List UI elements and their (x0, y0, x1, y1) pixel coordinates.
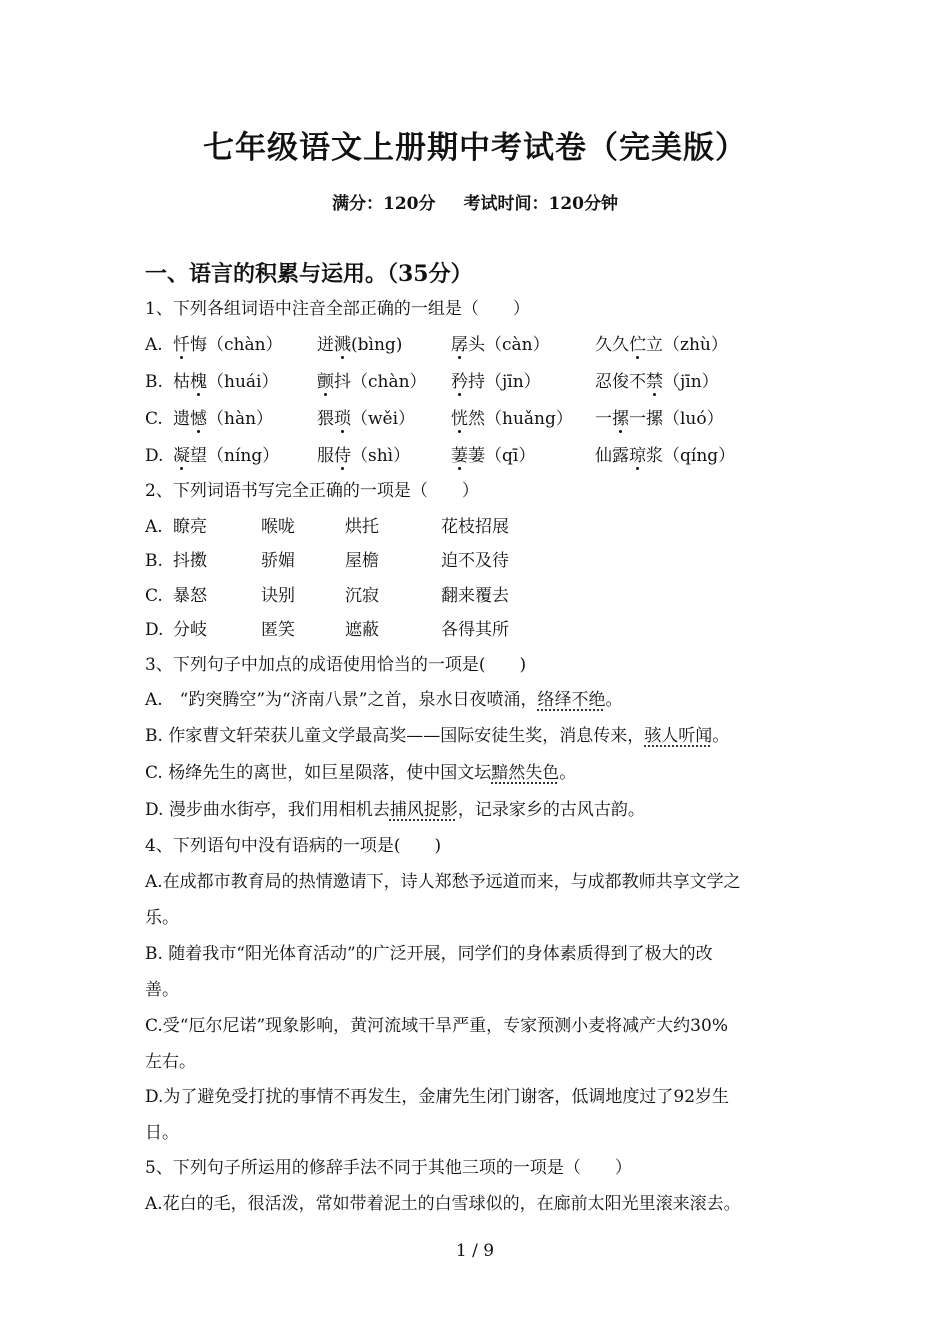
pinyin-item (451, 333, 550, 357)
dotted-character: 矜 (451, 372, 468, 392)
item-text: （hàn） (207, 409, 274, 429)
question-4-option: B. 随着我市“阳光体育活动”的广泛开展，同学们的身体素质得到了极大的改 (145, 944, 713, 964)
item-text: 浆（qíng） (646, 446, 736, 466)
option-text: D. 漫步曲水街亭，我们用相机去 (145, 800, 390, 820)
dotted-idiom: 络绎不绝 (537, 690, 606, 710)
pinyin-item (451, 370, 541, 394)
word-item: 分岐 (173, 620, 207, 640)
dotted-character: 孱 (451, 335, 468, 355)
question-4-option-continued: 善。 (145, 980, 179, 1000)
question-3-option (145, 688, 622, 712)
dotted-character: 槐 (190, 372, 207, 392)
item-text: （jīn） (663, 372, 719, 392)
word-item: 各得其所 (441, 620, 509, 640)
pinyin-item (595, 370, 719, 394)
word-item: 匿笑 (261, 620, 295, 640)
option-label: C. (145, 409, 163, 429)
option-text: 。 (605, 690, 623, 710)
pinyin-item (173, 444, 279, 468)
word-item: 迫不及待 (441, 551, 509, 571)
item-text: （huái） (207, 372, 279, 392)
question-2-option-row (145, 515, 665, 539)
question-4-stem: 4、下列语句中没有语病的一项是( ) (145, 836, 442, 856)
pinyin-item (317, 370, 427, 394)
question-1-option-row (145, 407, 825, 431)
question-5-stem: 5、下列句子所运用的修辞手法不同于其他三项的一项是（ ） (145, 1158, 632, 1178)
item-text: （shì） (351, 446, 411, 466)
option-label: A. (145, 335, 163, 355)
item-text: 望（níng） (190, 446, 280, 466)
dotted-character: 溅 (334, 335, 351, 355)
option-label: A. (145, 517, 163, 537)
question-2-stem: 2、下列词语书写完全正确的一项是（ ） (145, 481, 479, 501)
question-4-option: C.受“厄尔尼诺”现象影响，黄河流域干旱严重，专家预测小麦将减产大约30% (145, 1016, 728, 1036)
item-text: 然（huǎng） (468, 409, 573, 429)
item-text: 持（jīn） (468, 372, 541, 392)
item-text: 服 (317, 446, 334, 466)
word-item: 烘托 (345, 517, 379, 537)
pinyin-item (317, 407, 415, 431)
pinyin-item (595, 407, 724, 431)
item-text: 一摞（luó） (629, 409, 724, 429)
word-item: 抖擞 (173, 551, 207, 571)
question-4-option-continued: 日。 (145, 1123, 179, 1143)
item-text: 仙露 (595, 446, 629, 466)
word-item: 骄媚 (261, 551, 295, 571)
item-text: 萋（qī） (468, 446, 536, 466)
pinyin-item (173, 370, 278, 394)
question-1-stem: 1、下列各组词语中注音全部正确的一组是（ ） (145, 299, 530, 319)
pinyin-item (173, 333, 283, 357)
item-text: 忍俊不 (595, 372, 646, 392)
word-item: 诀别 (261, 586, 295, 606)
word-item: 遮蔽 (345, 620, 379, 640)
dotted-character: 憾 (190, 409, 207, 429)
page-number: 1 / 9 (455, 1241, 495, 1261)
item-text: 一 (595, 409, 612, 429)
pinyin-item (173, 407, 273, 431)
pinyin-item (317, 333, 402, 357)
option-text: 。 (712, 726, 730, 746)
question-2-option-row (145, 584, 665, 608)
word-item: 喉咙 (261, 517, 295, 537)
option-text: B. 作家曹文轩荣获儿童文学最高奖——国际安徒生奖，消息传来， (145, 726, 645, 746)
option-text: C. 杨绛先生的离世，如巨星陨落，使中国文坛 (145, 763, 492, 783)
dotted-character: 颤 (317, 372, 334, 392)
question-3-option (145, 724, 729, 748)
item-text: 迸 (317, 335, 334, 355)
word-item: 瞭亮 (173, 517, 207, 537)
question-1-option-row (145, 444, 825, 468)
item-text: （wěi） (351, 409, 416, 429)
dotted-idiom: 骇人听闻 (644, 726, 713, 746)
word-item: 屋檐 (345, 551, 379, 571)
item-text: 枯 (173, 372, 190, 392)
option-text: ，记录家乡的古风古韵。 (457, 800, 645, 820)
dotted-character: 琐 (334, 409, 351, 429)
question-2-option-row (145, 618, 665, 642)
option-label: B. (145, 551, 163, 571)
item-text: 久久 (595, 335, 629, 355)
item-text: 立（zhù） (646, 335, 728, 355)
word-item: 暴怒 (173, 586, 207, 606)
item-text: (bìng) (351, 335, 403, 355)
option-label: D. (145, 620, 164, 640)
item-text: 头（càn） (468, 335, 550, 355)
item-text: 抖（chàn） (334, 372, 427, 392)
dotted-character: 忏 (173, 335, 190, 355)
option-label: D. (145, 446, 164, 466)
question-1-option-row (145, 370, 825, 394)
section-heading: 一、语言的积累与运用。（35分） (145, 261, 473, 287)
option-label: C. (145, 586, 163, 606)
question-4-option-continued: 左右。 (145, 1052, 196, 1072)
option-label: B. (145, 372, 163, 392)
exam-subtitle (0, 189, 950, 214)
option-text: 。 (559, 763, 577, 783)
dotted-character: 恍 (451, 409, 468, 429)
question-3-option (145, 761, 576, 785)
word-item: 翻来覆去 (441, 586, 509, 606)
dotted-character: 琼 (629, 446, 646, 466)
dotted-character: 摞 (612, 409, 629, 429)
dotted-character: 禁 (646, 372, 663, 392)
dotted-character: 萋 (451, 446, 468, 466)
item-text: 悔（chàn） (190, 335, 283, 355)
question-4-option: D.为了避免受打扰的事情不再发生，金庸先生闭门谢客，低调地度过了92岁生 (145, 1087, 730, 1107)
question-4-option-continued: 乐。 (145, 908, 179, 928)
question-1-option-row (145, 333, 825, 357)
exam-time: 考试时间：120分钟 (463, 194, 618, 214)
question-5-option-a: A.花白的毛，很活泼，常如带着泥土的白雪球似的，在廊前太阳光里滚来滚去。 (145, 1194, 741, 1214)
dotted-character: 侍 (334, 446, 351, 466)
pinyin-item (595, 333, 728, 357)
pinyin-item (595, 444, 735, 468)
dotted-idiom: 黯然失色 (491, 763, 560, 783)
pinyin-item (317, 444, 410, 468)
exam-title: 七年级语文上册期中考试卷（完美版） (203, 130, 747, 166)
item-text: 猥 (317, 409, 334, 429)
dotted-idiom: 捕风捉影 (389, 800, 458, 820)
question-3-stem: 3、下列句子中加点的成语使用恰当的一项是( ) (145, 655, 527, 675)
question-4-option: A.在成都市教育局的热情邀请下，诗人郑愁予远道而来，与成都教师共享文学之 (145, 872, 741, 892)
dotted-character: 伫 (629, 335, 646, 355)
option-text: A. “趵突腾空”为“济南八景”之首，泉水日夜喷涌， (145, 690, 538, 710)
full-score: 满分：120分 (332, 194, 436, 214)
word-item: 沉寂 (345, 586, 379, 606)
word-item: 花枝招展 (441, 517, 509, 537)
pinyin-item (451, 407, 573, 431)
question-3-option (145, 798, 645, 822)
dotted-character: 凝 (173, 446, 190, 466)
item-text: 遗 (173, 409, 190, 429)
question-2-option-row (145, 549, 665, 573)
pinyin-item (451, 444, 535, 468)
